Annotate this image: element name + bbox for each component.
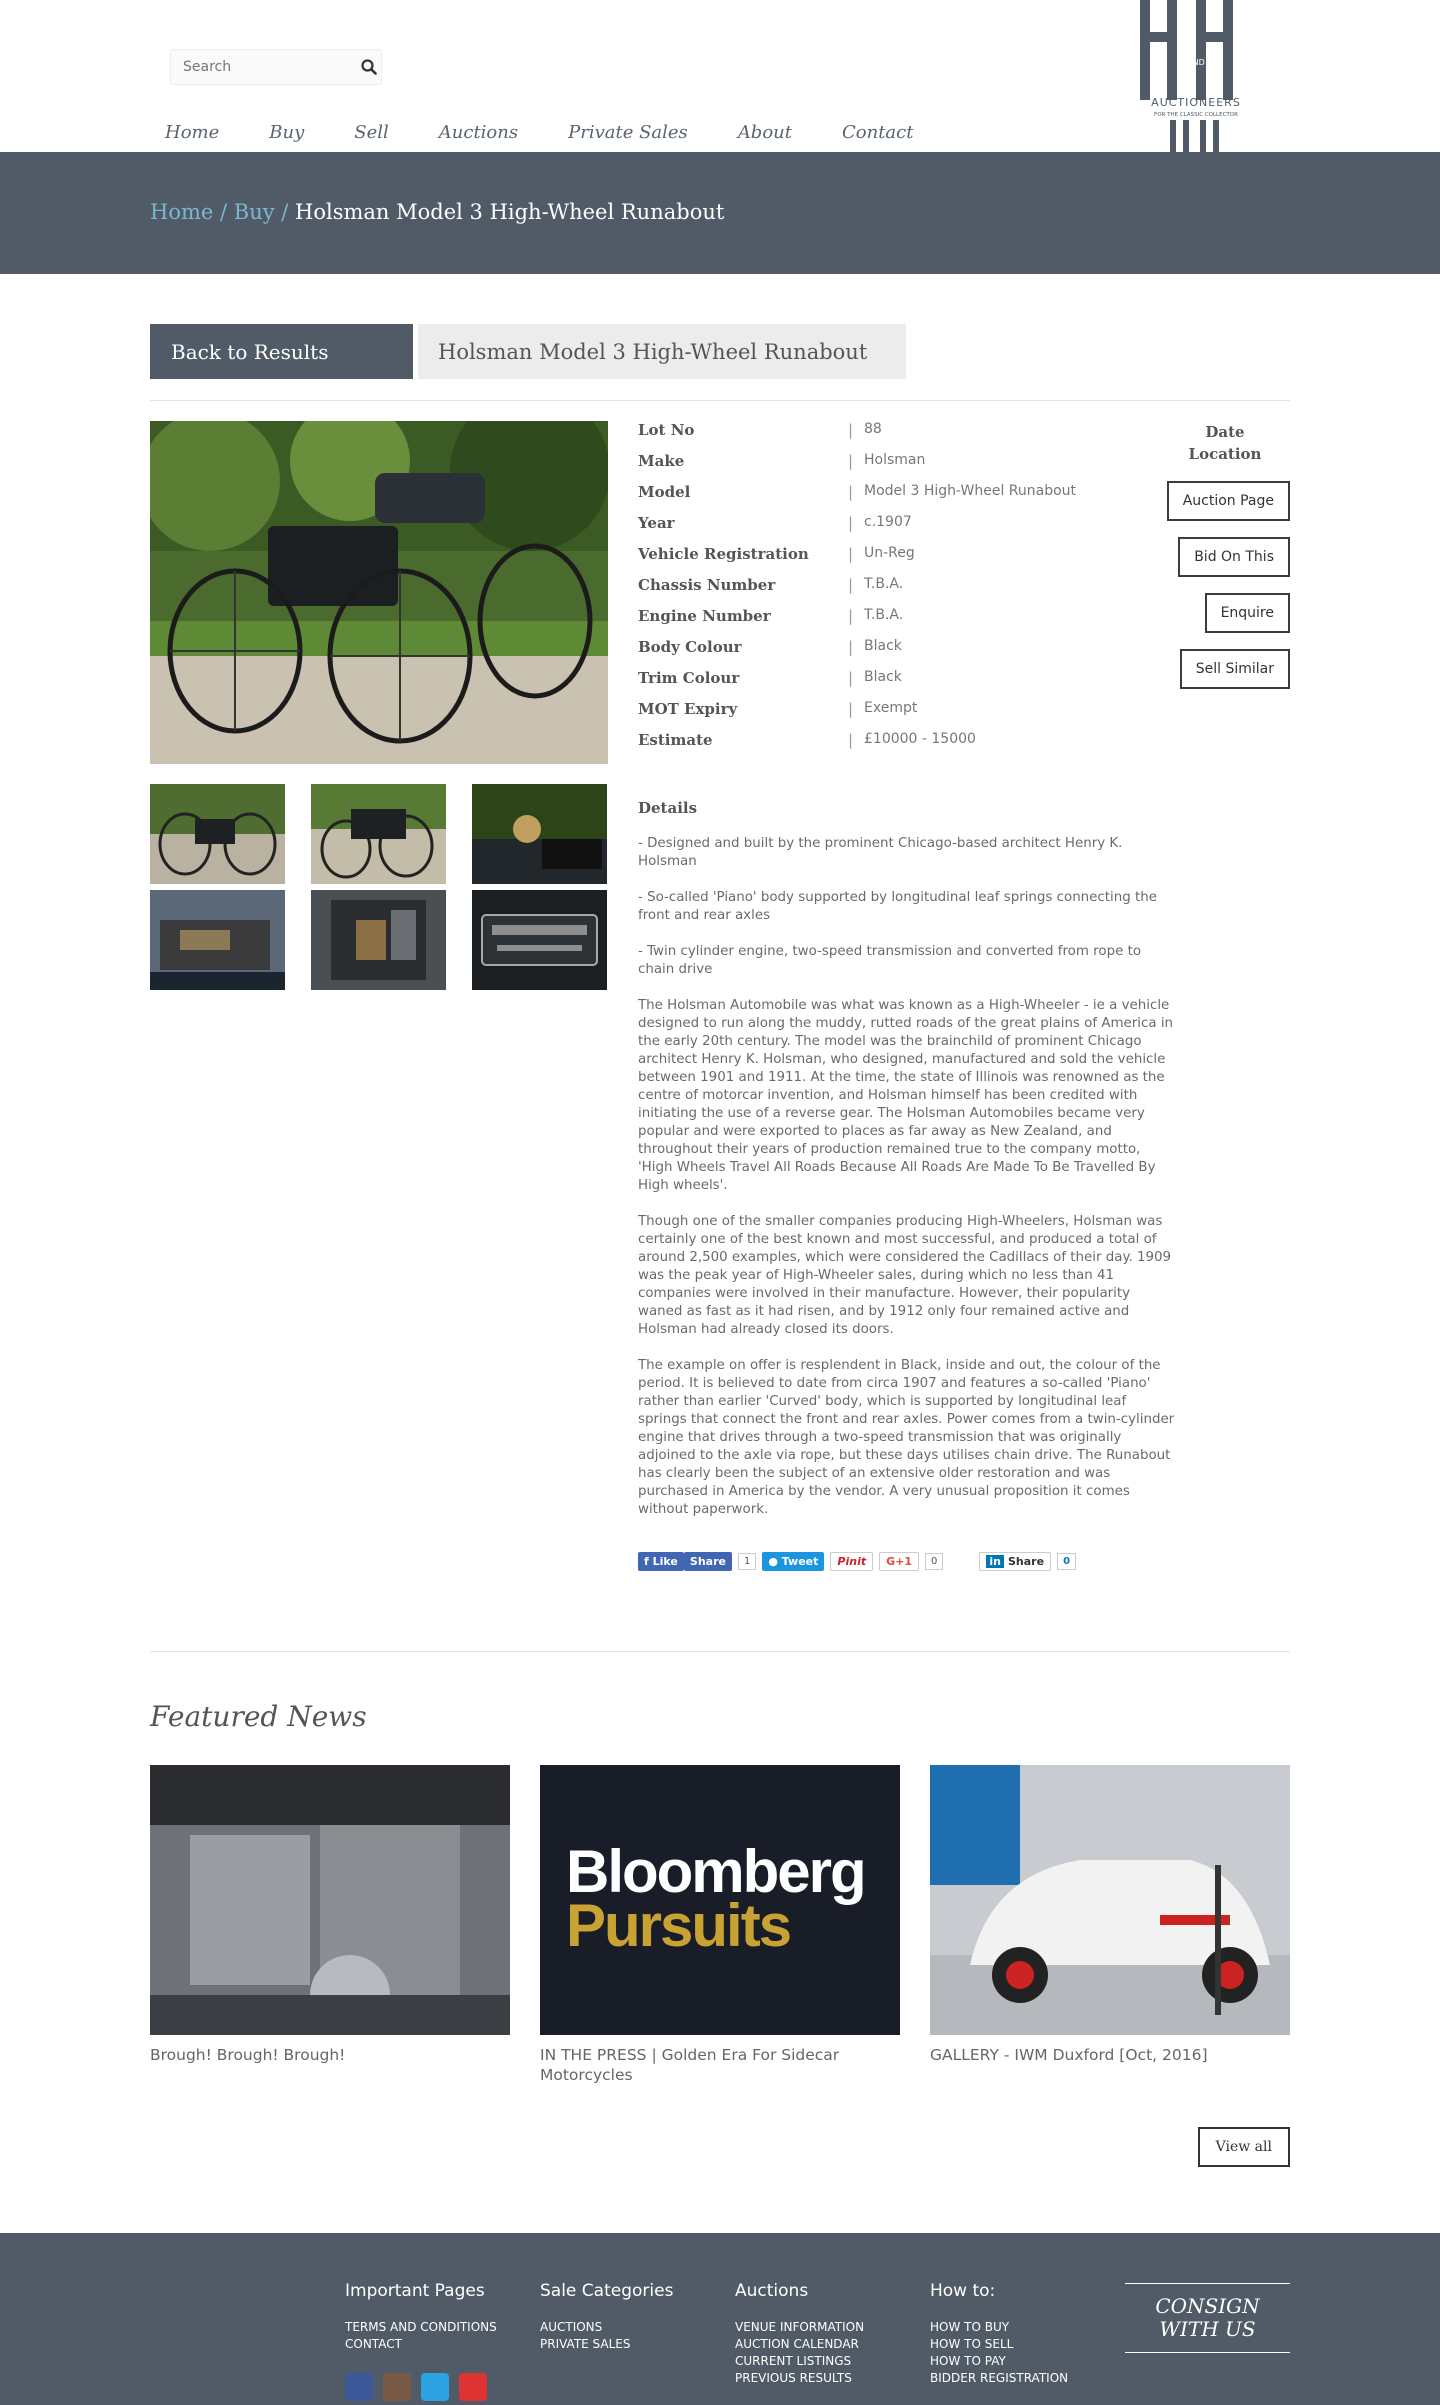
facebook-share-button[interactable]: Share [684, 1552, 732, 1571]
details-paragraph: The Holsman Automobile was what was known as a High-Wheeler - ie a vehicle designed to run along the muddy, rutted roads of the great plains of America in the early 20th century. The model was the brainchild of prominent Chicago architect Henry K. Holsman, who designed, manufactured and sold the vehicle between 1901 and 1911. At the time, the state of Illinois was renowned as the centre of motorcar invention, and Holsman himself has been credited with initiating the use of a reverse gear. The Holsman Automobiles became very popular and were exported to places as far away as New Zealand, and throughout their years of production remained true to the company motto, 'High Wheels Travel All Roads Because All Roads Are Made To Be Travelled By High wheels'. [638, 998, 1174, 1193]
divider [150, 1651, 1290, 1652]
thumbnail[interactable] [311, 890, 446, 990]
youtube-icon[interactable] [459, 2373, 487, 2401]
spec-row: Make | Holsman [638, 452, 926, 470]
twitter-icon[interactable] [421, 2373, 449, 2401]
details-heading: Details [638, 799, 698, 817]
footer-link[interactable]: TERMS AND CONDITIONS [345, 2320, 497, 2334]
thumbnail-grid [150, 784, 608, 990]
thumbnail[interactable] [472, 784, 607, 884]
breadcrumb-home[interactable]: Home [150, 200, 214, 224]
news-item[interactable] [930, 1765, 1290, 2085]
spec-label: MOT Expiry [638, 700, 738, 718]
instagram-icon[interactable] [383, 2373, 411, 2401]
footer-link[interactable]: CONTACT [345, 2337, 402, 2351]
footer-link[interactable]: BIDDER REGISTRATION [930, 2371, 1069, 2385]
nav-auctions[interactable]: Auctions [438, 122, 519, 143]
spec-row: Vehicle Registration | Un-Reg [638, 545, 915, 563]
search-box [170, 49, 382, 85]
footer-auctions [735, 2281, 864, 2387]
spec-label: Model [638, 483, 691, 501]
site-header [0, 0, 1440, 152]
back-to-results-button[interactable]: Back to Results [150, 324, 413, 379]
news-item[interactable] [150, 1765, 510, 2085]
share-bar [638, 1552, 1178, 1571]
spec-value: Holsman [864, 452, 926, 468]
thumbnail[interactable] [150, 890, 285, 990]
spec-row: MOT Expiry | Exempt [638, 700, 918, 718]
twitter-icon: ● [768, 1555, 782, 1568]
breadcrumb-separator: / [281, 200, 289, 224]
enquire-button[interactable]: Enquire [1205, 593, 1290, 633]
tweet-button[interactable]: ● Tweet [762, 1552, 824, 1571]
breadcrumb-current: Holsman Model 3 High-Wheel Runabout [295, 200, 725, 224]
nav-private-sales[interactable]: Private Sales [568, 122, 688, 143]
hh-logo[interactable] [1138, 0, 1254, 152]
footer-link[interactable]: AUCTIONS [540, 2320, 603, 2334]
spec-value: Black [864, 669, 902, 685]
news-title[interactable]: Brough! Brough! Brough! [150, 2046, 346, 2064]
featured-news-list [150, 1765, 1290, 2085]
news-image-bloomberg[interactable] [540, 1765, 900, 2035]
title-bar [150, 324, 1290, 379]
svg-text:AUCTIONEERS: AUCTIONEERS [1151, 96, 1241, 109]
footer-link[interactable]: HOW TO SELL [930, 2337, 1014, 2351]
nav-about[interactable]: About [737, 122, 792, 143]
details-paragraph: - So-called 'Piano' body supported by longitudinal leaf springs connecting the front and rear axles [638, 890, 1157, 923]
nav-buy[interactable]: Buy [269, 122, 305, 143]
social-links [345, 2373, 487, 2401]
news-title[interactable]: GALLERY - IWM Duxford [Oct, 2016] [930, 2046, 1208, 2064]
main-nav [165, 122, 963, 143]
spec-row: Estimate | £10000 - 15000 [638, 731, 976, 749]
linkedin-icon: in [986, 1555, 1004, 1568]
spec-table [638, 421, 1178, 762]
gplus-button[interactable]: G+1 [879, 1552, 919, 1571]
footer-link[interactable]: PRIVATE SALES [540, 2337, 631, 2351]
footer-link[interactable]: PREVIOUS RESULTS [735, 2371, 852, 2385]
footer-heading: Sale Categories [540, 2281, 674, 2301]
spec-value: c.1907 [864, 514, 912, 530]
facebook-count: 1 [738, 1553, 756, 1570]
spec-label: Estimate [638, 731, 713, 749]
spec-value: T.B.A. [864, 607, 904, 623]
details-section [638, 799, 1178, 1519]
thumbnail[interactable] [472, 890, 607, 990]
nav-home[interactable]: Home [165, 122, 220, 143]
news-image-motorcycle-engine[interactable] [150, 1765, 510, 2035]
vehicle-title: Holsman Model 3 High-Wheel Runabout [418, 324, 906, 379]
facebook-like-button[interactable]: f Like [638, 1552, 684, 1571]
featured-news-heading: Featured News [150, 1700, 367, 1733]
consign-with-us-button[interactable]: CONSIGN WITH US [1125, 2283, 1290, 2353]
spec-row: Model | Model 3 High-Wheel Runabout [638, 483, 1077, 501]
search-input[interactable] [171, 59, 357, 75]
view-all-button[interactable]: View all [1198, 2127, 1290, 2167]
spec-label: Make [638, 452, 685, 470]
spec-value: T.B.A. [864, 576, 904, 592]
details-paragraph: Though one of the smaller companies producing High-Wheelers, Holsman was certainly one of the best known and most successful, and produced a total of around 2,500 examples, which were considered the Cadillacs of their day. 1909 was the peak year of High-Wheeler sales, during which no less than 41 companies were involved in their manufacture. However, their popularity waned as fast as it had risen, and by 1912 only four remained active and Holsman had already closed its doors. [638, 1214, 1172, 1337]
pursuits-logo-text: Pursuits [566, 1892, 791, 1959]
spec-value: £10000 - 15000 [864, 731, 976, 747]
sell-similar-button[interactable]: Sell Similar [1180, 649, 1290, 689]
footer-link[interactable]: AUCTION CALENDAR [735, 2337, 859, 2351]
spec-label: Trim Colour [638, 669, 740, 687]
footer-link[interactable]: HOW TO PAY [930, 2354, 1006, 2368]
thumbnail[interactable] [150, 784, 285, 884]
footer-link[interactable]: VENUE INFORMATION [735, 2320, 865, 2334]
spec-value: Model 3 High-Wheel Runabout [864, 483, 1077, 499]
auction-page-button[interactable]: Auction Page [1167, 481, 1290, 521]
facebook-icon: f [644, 1555, 653, 1568]
bid-on-this-button[interactable]: Bid On This [1178, 537, 1290, 577]
thumbnail[interactable] [311, 784, 446, 884]
photo-gallery [150, 421, 608, 1571]
spec-label: Year [638, 514, 675, 532]
news-item[interactable] [540, 1765, 900, 2085]
facebook-icon[interactable] [345, 2373, 373, 2401]
news-title[interactable]: IN THE PRESS | Golden Era For Sidecar Motorcycles [540, 2046, 840, 2084]
breadcrumb [150, 200, 724, 224]
spec-row: Body Colour | Black [638, 638, 902, 656]
spec-label: Chassis Number [638, 576, 776, 594]
news-image-porsche[interactable] [930, 1765, 1290, 2035]
divider [150, 400, 1290, 401]
footer-link[interactable]: HOW TO BUY [930, 2320, 1010, 2334]
details-paragraph: - Designed and built by the prominent Chicago-based architect Henry K. Holsman [638, 836, 1123, 869]
spec-label: Vehicle Registration [638, 545, 809, 563]
gplus-count: 0 [925, 1553, 943, 1570]
lot-actions [1160, 421, 1290, 689]
breadcrumb-buy[interactable]: Buy [233, 200, 275, 224]
linkedin-share-button[interactable]: in Share [979, 1552, 1051, 1571]
main-vehicle-photo[interactable] [150, 421, 608, 764]
site-footer [0, 2233, 1440, 2405]
svg-text:FOR THE CLASSIC COLLECTOR: FOR THE CLASSIC COLLECTOR [1154, 112, 1238, 118]
footer-heading: Auctions [735, 2281, 809, 2301]
spec-value: Exempt [864, 700, 918, 716]
spec-value: 88 [864, 421, 882, 437]
spec-value: Black [864, 638, 902, 654]
nav-sell[interactable]: Sell [354, 122, 389, 143]
pinterest-button[interactable]: Pinit [830, 1552, 873, 1571]
spec-value: Un-Reg [864, 545, 915, 561]
footer-sale-categories [540, 2281, 673, 2353]
footer-how-to [930, 2281, 1068, 2387]
footer-heading: Important Pages [345, 2281, 485, 2301]
date-label: Date [1205, 423, 1245, 441]
svg-text:AND: AND [1187, 58, 1205, 67]
breadcrumb-separator: / [220, 200, 228, 224]
footer-important-pages [345, 2281, 497, 2353]
spec-label: Lot No [638, 421, 695, 439]
spec-label: Body Colour [638, 638, 742, 656]
spec-row: Year | c.1907 [638, 514, 912, 532]
lot-main [150, 421, 1290, 1571]
lot-info [638, 421, 1178, 1571]
details-paragraph: The example on offer is resplendent in Black, inside and out, the colour of the period. It is believed to date from circa 1907 and features a so-called 'Piano' rather than earlier 'Curved' body, which is supported by longitudinal leaf springs that connect the front and rear axles. Power comes from a twin-cylinder engine that drives through a two-speed transmission that was originally adjoined to the axle via rope, but these days utilises chain drive. The Runabout has clearly been the subject of an extensive older restoration and was purchased in America by the vendor. A very unusual proposition it comes without paperwork. [638, 1358, 1175, 1517]
spec-row: Lot No | 88 [638, 421, 882, 439]
search-icon[interactable] [357, 59, 381, 75]
spec-row: Chassis Number | T.B.A. [638, 576, 904, 594]
location-label: Location [1188, 445, 1262, 463]
spec-label: Engine Number [638, 607, 771, 625]
footer-heading: How to: [930, 2281, 996, 2301]
spec-row: Engine Number | T.B.A. [638, 607, 904, 625]
linkedin-count: 0 [1057, 1553, 1076, 1570]
breadcrumb-band [0, 152, 1440, 274]
nav-contact[interactable]: Contact [842, 122, 914, 143]
footer-link[interactable]: CURRENT LISTINGS [735, 2354, 852, 2368]
spec-row: Trim Colour | Black [638, 669, 902, 687]
details-paragraph: - Twin cylinder engine, two-speed transmission and converted from rope to chain drive [638, 944, 1142, 977]
bloomberg-logo-text: Bloomberg [566, 1838, 865, 1905]
